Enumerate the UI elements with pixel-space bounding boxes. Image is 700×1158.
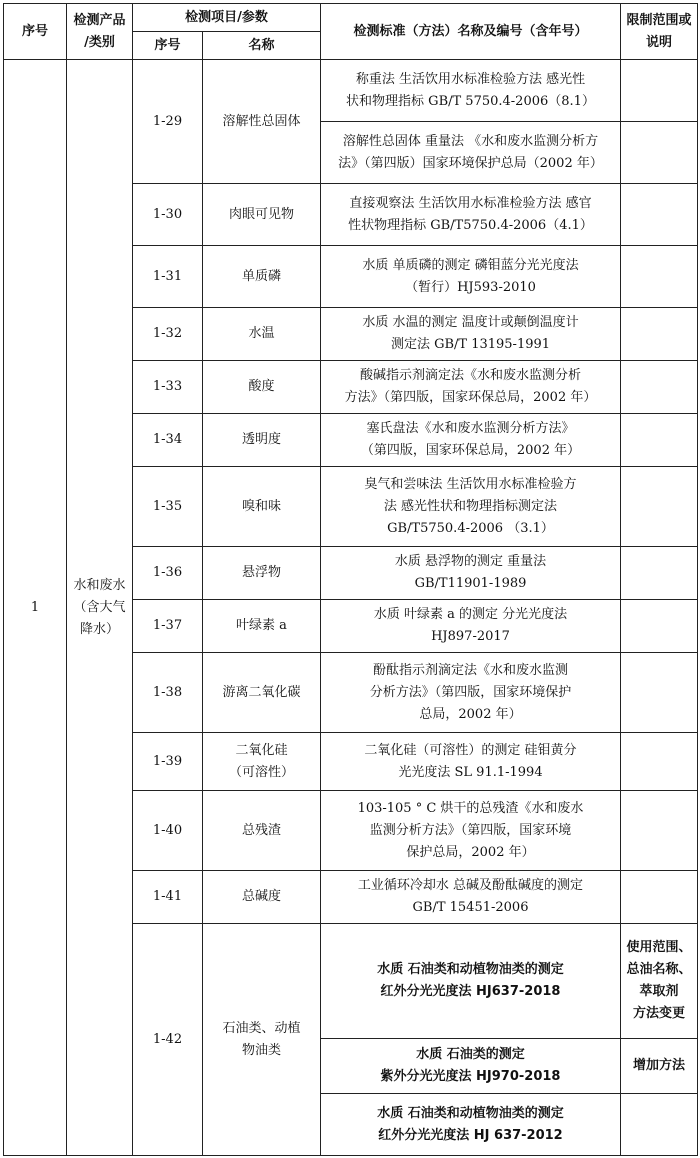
standard-method: 103-105 ° C 烘干的总残渣《水和废水 监测分析方法》（第四版，国家环境 保护总局，2002 年） bbox=[321, 791, 621, 871]
item-name: 酸度 bbox=[203, 361, 321, 414]
header-item-no: 序号 bbox=[133, 32, 203, 60]
item-name: 游离二氧化碳 bbox=[203, 653, 321, 733]
header-remark: 限制范围或 说明 bbox=[621, 4, 698, 60]
header-index: 序号 bbox=[4, 4, 67, 60]
remark bbox=[621, 871, 698, 924]
item-name: 悬浮物 bbox=[203, 547, 321, 600]
item-number: 1-29 bbox=[133, 60, 203, 184]
remark bbox=[621, 600, 698, 653]
item-number: 1-40 bbox=[133, 791, 203, 871]
header-item-group: 检测项目/参数 bbox=[133, 4, 321, 32]
item-name: 肉眼可见物 bbox=[203, 184, 321, 246]
group-index: 1 bbox=[4, 60, 67, 1156]
remark bbox=[621, 246, 698, 308]
header-item-name: 名称 bbox=[203, 32, 321, 60]
item-name: 石油类、动植 物油类 bbox=[203, 924, 321, 1156]
item-number: 1-39 bbox=[133, 733, 203, 791]
remark bbox=[621, 547, 698, 600]
item-name: 总碱度 bbox=[203, 871, 321, 924]
item-number: 1-42 bbox=[133, 924, 203, 1156]
remark bbox=[621, 308, 698, 361]
standard-method: 称重法 生活饮用水标准检验方法 感光性 状和物理指标 GB/T 5750.4-2006（8.1） bbox=[321, 60, 621, 122]
item-name: 二氧化硅 （可溶性） bbox=[203, 733, 321, 791]
standard-method: 水质 叶绿素 a 的测定 分光光度法 HJ897-2017 bbox=[321, 600, 621, 653]
item-number: 1-33 bbox=[133, 361, 203, 414]
item-name: 总残渣 bbox=[203, 791, 321, 871]
header-product: 检测产品 /类别 bbox=[67, 4, 133, 60]
remark bbox=[621, 653, 698, 733]
standard-method: 水质 单质磷的测定 磷钼蓝分光光度法 （暂行）HJ593-2010 bbox=[321, 246, 621, 308]
remark bbox=[621, 791, 698, 871]
item-name: 水温 bbox=[203, 308, 321, 361]
standard-method: 直接观察法 生活饮用水标准检验方法 感官 性状物理指标 GB/T5750.4-2006（4.1） bbox=[321, 184, 621, 246]
standard-method: 水质 石油类和动植物油类的测定 红外分光光度法 HJ637-2018 bbox=[321, 924, 621, 1039]
item-number: 1-37 bbox=[133, 600, 203, 653]
standard-method: 溶解性总固体 重量法 《水和废水监测分析方 法》（第四版）国家环境保护总局（2002 年） bbox=[321, 122, 621, 184]
item-number: 1-38 bbox=[133, 653, 203, 733]
item-number: 1-32 bbox=[133, 308, 203, 361]
table-row bbox=[4, 60, 698, 122]
standard-method: 水质 水温的测定 温度计或颠倒温度计 测定法 GB/T 13195-1991 bbox=[321, 308, 621, 361]
standard-method: 二氧化硅（可溶性）的测定 硅钼黄分 光光度法 SL 91.1-1994 bbox=[321, 733, 621, 791]
qualification-table bbox=[3, 3, 698, 1156]
item-name: 溶解性总固体 bbox=[203, 60, 321, 184]
item-number: 1-35 bbox=[133, 467, 203, 547]
item-name: 叶绿素 a bbox=[203, 600, 321, 653]
remark bbox=[621, 1094, 698, 1156]
item-number: 1-36 bbox=[133, 547, 203, 600]
header-standard: 检测标准（方法）名称及编号（含年号） bbox=[321, 4, 621, 60]
standard-method: 水质 石油类和动植物油类的测定 红外分光光度法 HJ 637-2012 bbox=[321, 1094, 621, 1156]
remark bbox=[621, 122, 698, 184]
standard-method: 酚酞指示剂滴定法《水和废水监测 分析方法》（第四版，国家环境保护 总局，2002 年） bbox=[321, 653, 621, 733]
item-number: 1-34 bbox=[133, 414, 203, 467]
item-number: 1-31 bbox=[133, 246, 203, 308]
item-number: 1-41 bbox=[133, 871, 203, 924]
remark bbox=[621, 414, 698, 467]
group-category: 水和废水 （含大气 降水） bbox=[67, 60, 133, 1156]
remark bbox=[621, 184, 698, 246]
item-name: 透明度 bbox=[203, 414, 321, 467]
standard-method: 水质 石油类的测定 紫外分光光度法 HJ970-2018 bbox=[321, 1039, 621, 1094]
remark bbox=[621, 60, 698, 122]
remark bbox=[621, 361, 698, 414]
standard-method: 塞氏盘法《水和废水监测分析方法》 （第四版，国家环保总局，2002 年） bbox=[321, 414, 621, 467]
item-name: 嗅和味 bbox=[203, 467, 321, 547]
item-name: 单质磷 bbox=[203, 246, 321, 308]
remark bbox=[621, 467, 698, 547]
item-number: 1-30 bbox=[133, 184, 203, 246]
remark: 增加方法 bbox=[621, 1039, 698, 1094]
remark bbox=[621, 733, 698, 791]
standard-method: 工业循环冷却水 总碱及酚酞碱度的测定 GB/T 15451-2006 bbox=[321, 871, 621, 924]
remark: 使用范围、 总油名称、 萃取剂 方法变更 bbox=[621, 924, 698, 1039]
standard-method: 臭气和尝味法 生活饮用水标准检验方 法 感光性状和物理指标测定法 GB/T5750.4-2006 （3.1） bbox=[321, 467, 621, 547]
standard-method: 水质 悬浮物的测定 重量法 GB/T11901-1989 bbox=[321, 547, 621, 600]
standard-method: 酸碱指示剂滴定法《水和废水监测分析 方法》（第四版，国家环保总局，2002 年） bbox=[321, 361, 621, 414]
